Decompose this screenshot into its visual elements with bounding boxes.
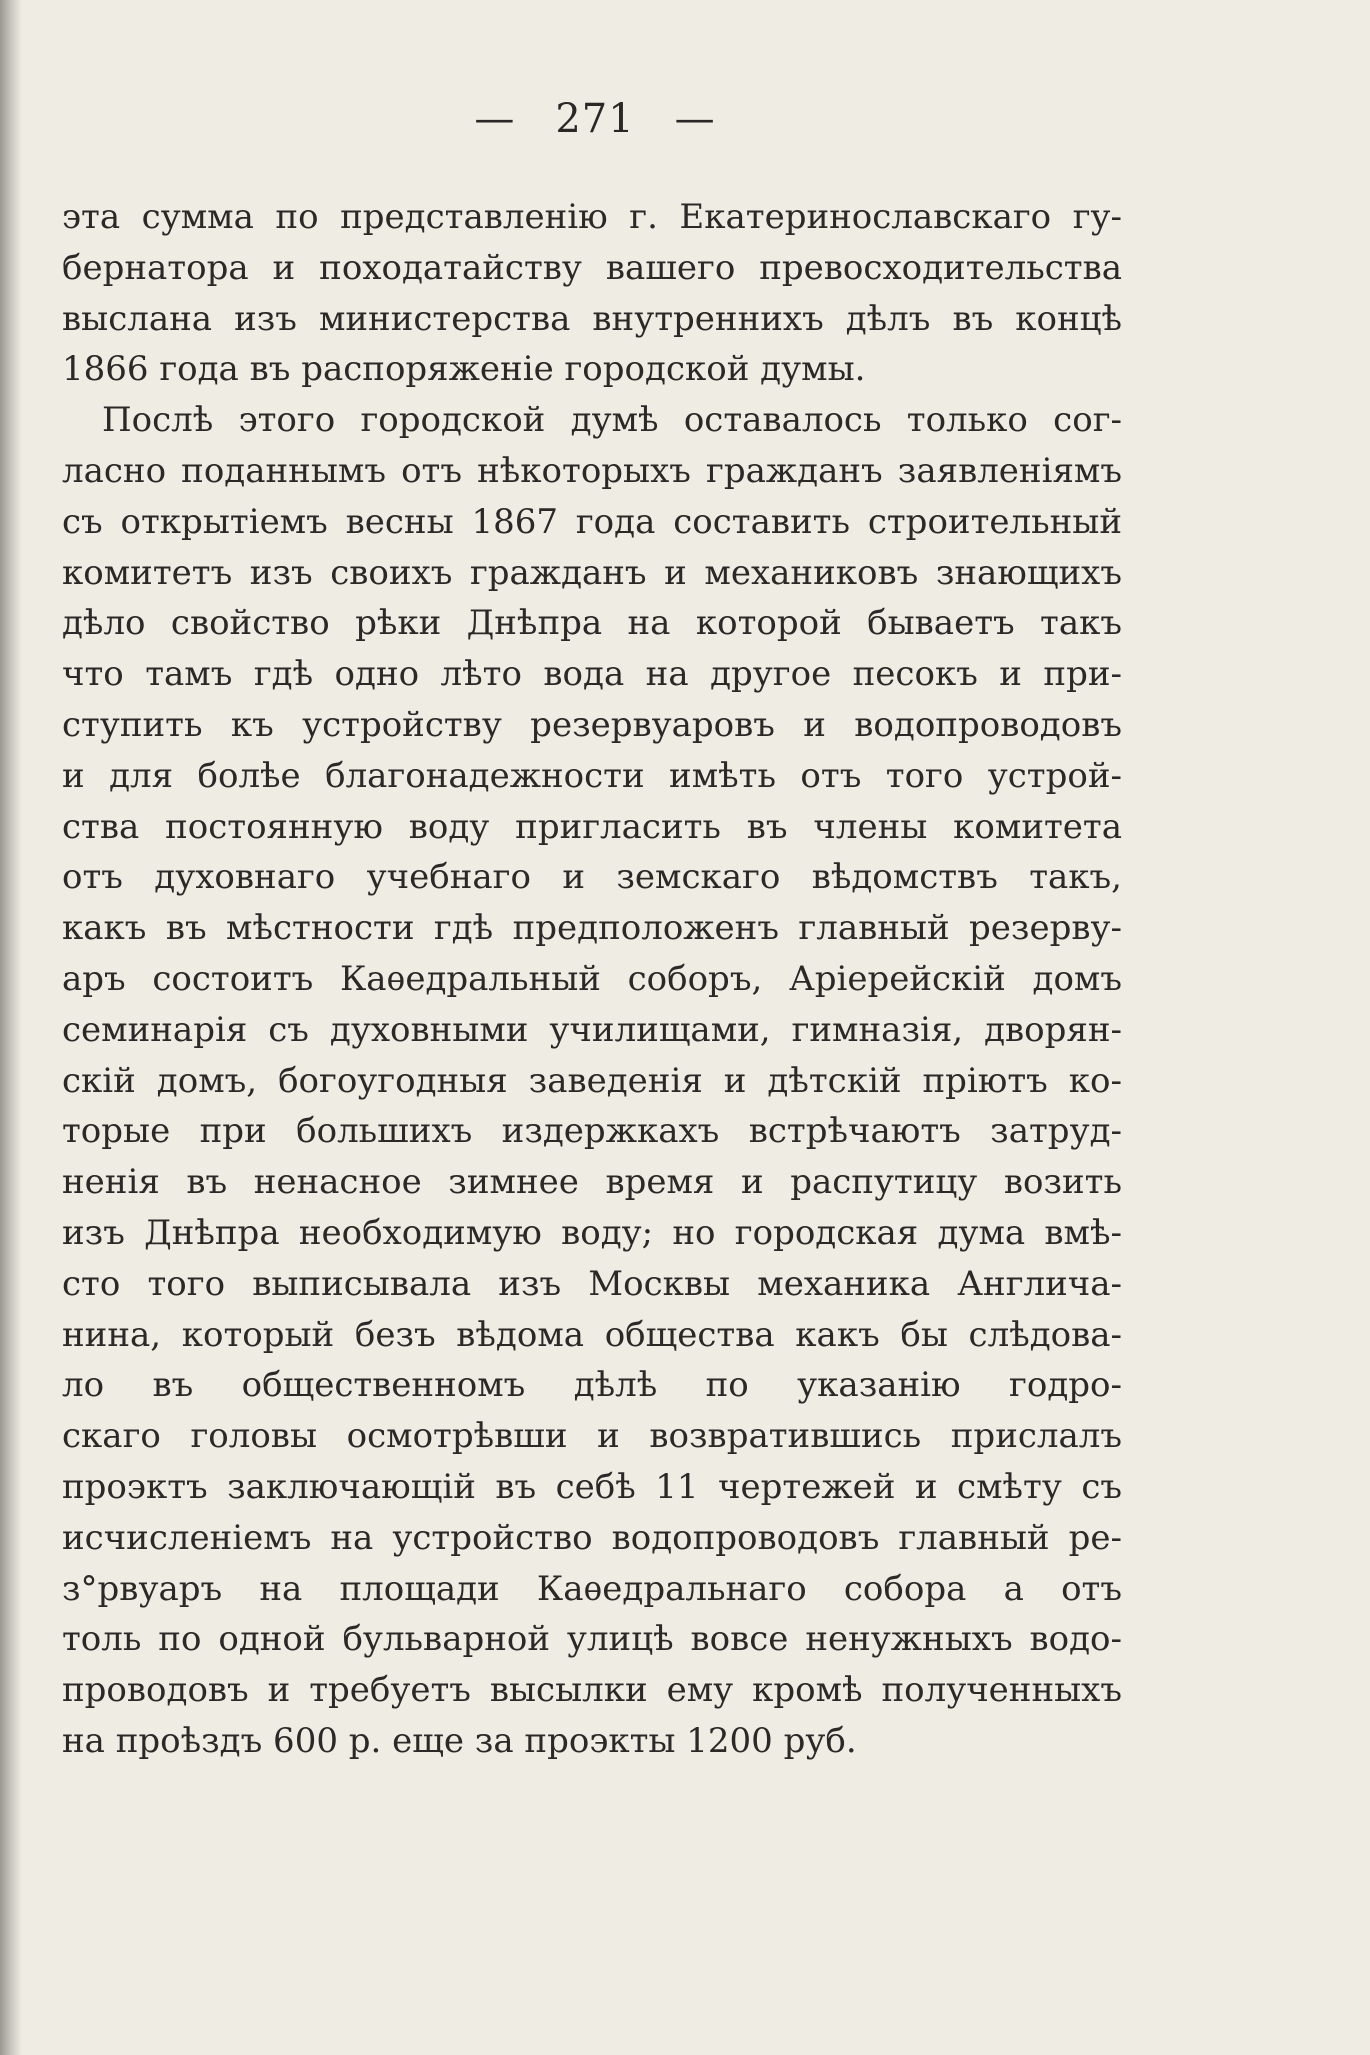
text-line: и для болѣе благонадежности имѣть отъ того устрой- <box>62 755 1122 796</box>
page-number <box>0 96 1190 142</box>
text-line: ства постоянную воду пригласить въ члены комитета <box>62 806 1122 847</box>
text-line: скаго головы осмотрѣвши и возвратившись прислалъ <box>62 1416 1122 1457</box>
page-number-dash-left: — <box>474 96 516 142</box>
text-line: ласно поданнымъ отъ нѣкоторыхъ гражданъ заявленіямъ <box>62 450 1122 491</box>
text-line: семинарія съ духовными училищами, гимназія, дворян- <box>62 1009 1122 1050</box>
text-line: скій домъ, богоугодныя заведенія и дѣтскій пріютъ ко- <box>62 1060 1122 1101</box>
text-line: дѣло свойство рѣки Днѣпра на которой бываетъ такъ <box>62 603 1122 644</box>
text-line: на проѣздъ 600 р. еще за проэкты 1200 руб. <box>62 1720 857 1761</box>
text-line: проводовъ и требуетъ высылки ему кромѣ полученныхъ <box>62 1670 1122 1711</box>
text-line: эта сумма по представленію г. Екатеринославскаго гу- <box>62 197 1122 237</box>
page-number-dash-right: — <box>674 96 716 142</box>
text-line: изъ Днѣпра необходимую воду; но городская дума вмѣ- <box>62 1212 1122 1253</box>
text-line: отъ духовнаго учебнаго и земскаго вѣдомствъ такъ, <box>62 857 1122 898</box>
page-number-value: 271 <box>555 96 635 142</box>
text-line: съ открытіемъ весны 1867 года составить строительный <box>62 501 1122 542</box>
text-line: 1866 года въ распоряженіе городской думы. <box>62 349 866 390</box>
text-line: что тамъ гдѣ одно лѣто вода на другое песокъ и при- <box>62 654 1122 695</box>
body-text <box>62 192 1122 1767</box>
text-line: исчисленіемъ на устройство водопроводовъ главный ре- <box>62 1517 1122 1558</box>
text-line: сто того выписывала изъ Москвы механика Англича- <box>62 1263 1122 1304</box>
text-line: комитетъ изъ своихъ гражданъ и механиковъ знающихъ <box>62 552 1122 593</box>
text-line: толь по одной бульварной улицѣ вовсе ненужныхъ водо- <box>62 1619 1122 1660</box>
text-line: нина, который безъ вѣдома общества какъ бы слѣдова- <box>62 1314 1122 1355</box>
text-line: аръ состоитъ Каѳедральный соборъ, Аріерейскій домъ <box>62 958 1122 999</box>
text-line: бернатора и походатайству вашего превосходительства <box>62 247 1122 288</box>
text-line: выслана изъ министерства внутреннихъ дѣлъ въ концѣ <box>62 298 1122 339</box>
text-line: ступить къ устройству резервуаровъ и водопроводовъ <box>62 704 1122 745</box>
text-line: торые при большихъ издержкахъ встрѣчаютъ затруд- <box>62 1111 1122 1152</box>
text-line: ло въ общественномъ дѣлѣ по указанію гoдро- <box>62 1365 1122 1406</box>
text-line: з°рвуаръ на площади Каѳедральнаго собора а отъ <box>62 1568 1122 1609</box>
text-line: ненія въ ненасное зимнее время и распутицу возить <box>62 1162 1122 1203</box>
text-line: какъ въ мѣстности гдѣ предположенъ главный резерву- <box>62 908 1122 949</box>
text-line: проэктъ заключающій въ себѣ 11 чертежей и смѣту съ <box>62 1466 1122 1507</box>
text-line: Послѣ этого городской думѣ оставалось только сог- <box>102 400 1122 441</box>
page-gutter-shadow <box>0 0 22 2055</box>
